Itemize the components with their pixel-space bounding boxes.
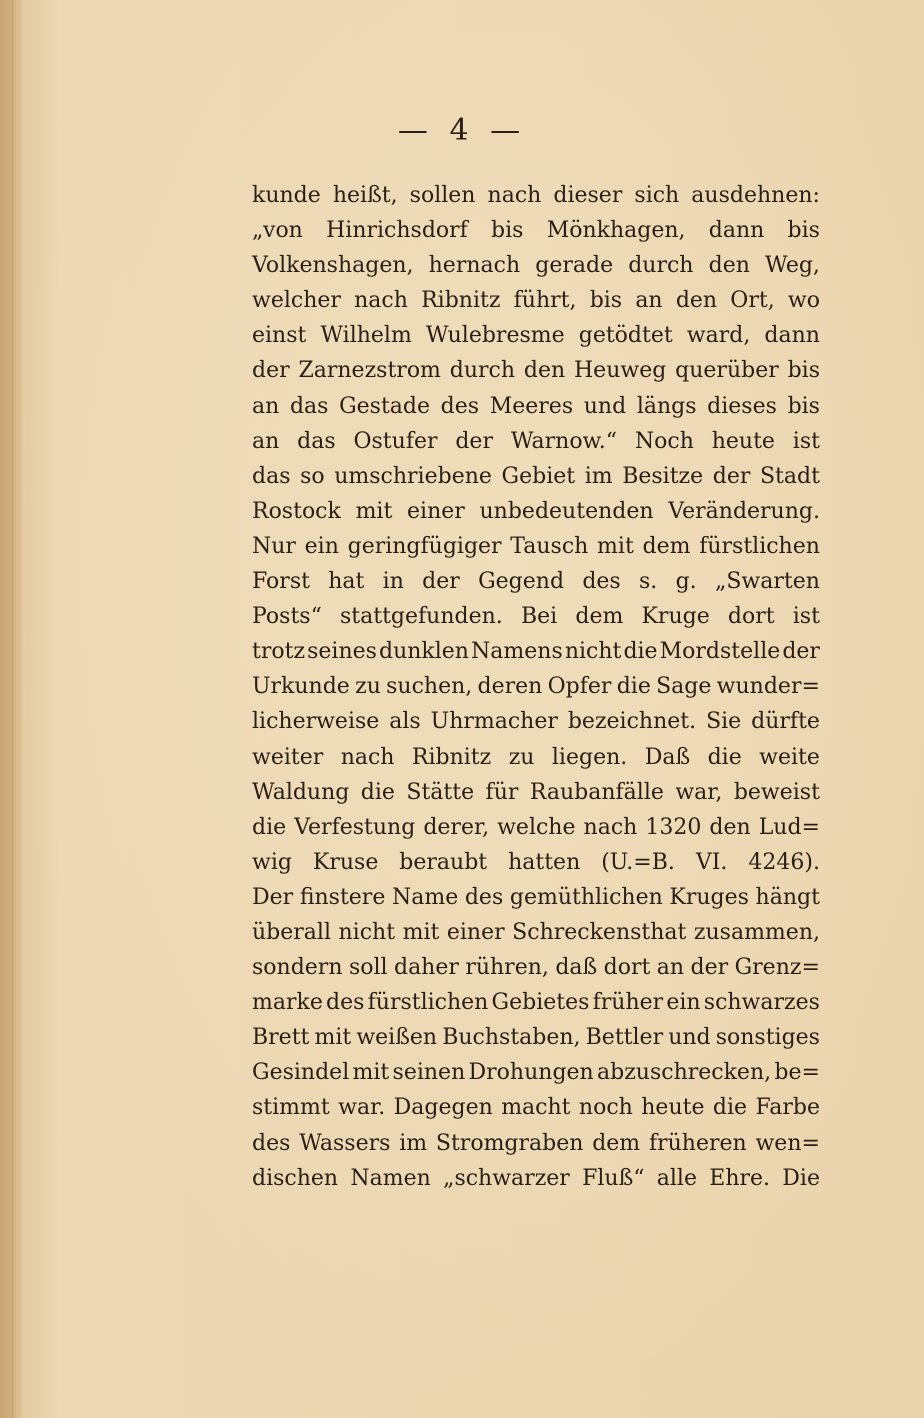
text-line bbox=[252, 669, 820, 704]
word: „schwarzer bbox=[443, 1165, 570, 1191]
word: abzuschrecken, bbox=[597, 1060, 772, 1086]
word: VI. bbox=[695, 849, 728, 875]
word: welcher bbox=[252, 288, 341, 314]
word: des bbox=[326, 990, 365, 1016]
word: wunder= bbox=[716, 674, 820, 700]
word: beraubt bbox=[399, 849, 488, 875]
word: ein bbox=[304, 533, 339, 559]
word: überall bbox=[252, 919, 331, 945]
word: Farbe bbox=[755, 1095, 820, 1121]
word: Stätte bbox=[406, 779, 475, 805]
word: Veränderung. bbox=[668, 498, 820, 524]
word: Hinrichsdorf bbox=[326, 218, 468, 244]
word: dürfte bbox=[751, 709, 820, 735]
word: des bbox=[582, 569, 621, 595]
word: dieses bbox=[707, 393, 777, 419]
word: nach bbox=[340, 744, 395, 770]
word: kunde bbox=[252, 183, 321, 208]
word: Volkenshagen, bbox=[252, 253, 414, 279]
word: Stromgraben bbox=[435, 1130, 584, 1156]
word: beweist bbox=[733, 779, 820, 805]
word: weite bbox=[759, 744, 820, 770]
text-line bbox=[252, 845, 820, 880]
word: früheren bbox=[648, 1130, 747, 1156]
word: das bbox=[289, 393, 329, 419]
word: Namens bbox=[471, 639, 563, 665]
word: der bbox=[422, 569, 460, 595]
word: der bbox=[252, 358, 290, 384]
word: schwarzes bbox=[703, 990, 820, 1016]
word: Posts“ bbox=[252, 604, 322, 630]
word: Gesindel bbox=[252, 1060, 350, 1086]
word: einer bbox=[446, 919, 505, 945]
word: gerade bbox=[535, 253, 614, 279]
word: Stadt bbox=[759, 463, 820, 489]
text-line bbox=[252, 248, 820, 283]
text-line bbox=[252, 564, 820, 599]
word: ausdehnen: bbox=[691, 183, 820, 208]
word: daher bbox=[393, 955, 459, 981]
word: an bbox=[635, 288, 663, 314]
text-line bbox=[252, 494, 820, 529]
word: Ehre. bbox=[709, 1165, 771, 1191]
word: Wassers bbox=[299, 1130, 391, 1156]
word: an bbox=[656, 955, 685, 981]
word: den bbox=[708, 253, 750, 279]
word: seines bbox=[307, 639, 377, 665]
word: Name bbox=[391, 884, 459, 910]
word: Gegend bbox=[478, 569, 565, 595]
word: die bbox=[712, 1095, 748, 1121]
word: Raubanfälle bbox=[529, 779, 664, 805]
word: dischen bbox=[252, 1165, 339, 1191]
word: für bbox=[485, 779, 519, 805]
text-line bbox=[252, 389, 820, 424]
word: Grenz= bbox=[734, 955, 820, 981]
word: einst bbox=[252, 323, 307, 349]
word: Ribnitz bbox=[421, 288, 501, 314]
word: dem bbox=[642, 533, 691, 559]
word: und bbox=[668, 1025, 711, 1051]
word: mit bbox=[314, 1025, 352, 1051]
word: licherweise bbox=[252, 709, 380, 735]
word: Mönkhagen, bbox=[546, 218, 686, 244]
word: dem bbox=[592, 1130, 641, 1156]
word: an bbox=[252, 393, 280, 419]
word: Kruse bbox=[312, 849, 379, 875]
word: sollen bbox=[409, 183, 476, 208]
word: heute bbox=[711, 428, 775, 454]
word: finstere bbox=[299, 884, 386, 910]
word: wen= bbox=[755, 1130, 820, 1156]
word: hernach bbox=[428, 253, 521, 279]
word: der bbox=[455, 428, 493, 454]
text-line bbox=[252, 915, 820, 950]
word: führt, bbox=[513, 288, 577, 314]
word: fürstlichen bbox=[367, 990, 489, 1016]
text-line bbox=[252, 529, 820, 564]
word: nicht bbox=[338, 919, 396, 945]
word: unbedeutenden bbox=[479, 498, 654, 524]
word: mit bbox=[355, 498, 393, 524]
word: zu bbox=[355, 674, 381, 700]
word: Sage bbox=[656, 674, 712, 700]
word: Noch bbox=[634, 428, 694, 454]
word: bis bbox=[787, 218, 820, 244]
word: durch bbox=[628, 253, 694, 279]
text-line bbox=[252, 424, 820, 459]
word: dort bbox=[727, 604, 775, 630]
word: dem bbox=[575, 604, 624, 630]
word: Warnow.“ bbox=[510, 428, 618, 454]
word: in bbox=[382, 569, 404, 595]
page-number: — 4 — bbox=[397, 113, 527, 148]
page-binding-edge bbox=[0, 0, 22, 1418]
text-line bbox=[252, 1020, 820, 1055]
word: Fluß“ bbox=[582, 1165, 645, 1191]
text-line bbox=[252, 985, 820, 1020]
word: getödtet bbox=[578, 323, 673, 349]
word: die bbox=[623, 639, 658, 665]
text-line bbox=[252, 740, 820, 775]
text-line bbox=[252, 599, 820, 634]
word: die bbox=[252, 814, 287, 840]
text-line bbox=[252, 459, 820, 494]
text-line bbox=[252, 283, 820, 318]
word: nach bbox=[487, 183, 542, 208]
word: heute bbox=[641, 1095, 705, 1121]
word: be= bbox=[774, 1060, 820, 1086]
word: g. bbox=[675, 569, 697, 595]
body-text bbox=[252, 178, 820, 1196]
word: nach bbox=[583, 814, 638, 840]
word: „Swarten bbox=[714, 569, 820, 595]
word: deren bbox=[477, 674, 543, 700]
word: Kruge bbox=[641, 604, 710, 630]
word: derer, bbox=[423, 814, 490, 840]
word: hatten bbox=[508, 849, 581, 875]
word: liegen. bbox=[551, 744, 628, 770]
word: des bbox=[252, 1130, 291, 1156]
word: Der bbox=[252, 884, 294, 910]
word: die bbox=[616, 674, 651, 700]
word: das bbox=[252, 463, 291, 489]
text-line bbox=[252, 318, 820, 353]
word: Zarnezstrom bbox=[298, 358, 441, 384]
word: Drohungen bbox=[468, 1060, 594, 1086]
word: seinen bbox=[392, 1060, 466, 1086]
word: Besitze bbox=[622, 463, 704, 489]
word: bis bbox=[589, 288, 623, 314]
text-line bbox=[252, 634, 820, 669]
word: als bbox=[389, 709, 421, 735]
word: Tausch bbox=[510, 533, 589, 559]
text-line bbox=[252, 950, 820, 985]
word: Opfer bbox=[547, 674, 612, 700]
word: sondern bbox=[252, 955, 343, 981]
word: querüber bbox=[675, 358, 779, 384]
word: rühren, bbox=[465, 955, 549, 981]
word: dort bbox=[603, 955, 651, 981]
word: Sie bbox=[706, 709, 742, 735]
word: des bbox=[440, 393, 480, 419]
word: soll bbox=[348, 955, 388, 981]
word: im bbox=[584, 463, 613, 489]
word: wo bbox=[787, 288, 820, 314]
word: Urkunde bbox=[252, 674, 350, 700]
word: an bbox=[252, 428, 280, 454]
word: bezeichnet. bbox=[567, 709, 697, 735]
word: suchen, bbox=[386, 674, 473, 700]
word: weißen bbox=[356, 1025, 438, 1051]
word: bis bbox=[787, 393, 820, 419]
word: der bbox=[782, 639, 820, 665]
word: Kruges bbox=[669, 884, 749, 910]
word: nicht bbox=[564, 639, 622, 665]
word: Lud= bbox=[758, 814, 820, 840]
word: Forst bbox=[252, 569, 310, 595]
word: zusammen, bbox=[693, 919, 820, 945]
word: so bbox=[300, 463, 325, 489]
word: Nur bbox=[252, 533, 296, 559]
word: Heuweg bbox=[574, 358, 667, 384]
word: welche bbox=[497, 814, 576, 840]
word: Waldung bbox=[252, 779, 350, 805]
word: stattgefunden. bbox=[340, 604, 503, 630]
text-line bbox=[252, 178, 820, 213]
word: Die bbox=[782, 1165, 820, 1191]
word: und bbox=[583, 393, 627, 419]
text-line bbox=[252, 810, 820, 845]
word: umschriebene bbox=[334, 463, 492, 489]
word: ward, bbox=[686, 323, 751, 349]
word: Wilhelm bbox=[320, 323, 412, 349]
word: fürstlichen bbox=[699, 533, 820, 559]
text-line bbox=[252, 775, 820, 810]
word: Meeres bbox=[489, 393, 574, 419]
word: die bbox=[707, 744, 742, 770]
word: den bbox=[675, 288, 718, 314]
word: war, bbox=[675, 779, 723, 805]
word: Weg, bbox=[765, 253, 820, 279]
word: heißt, bbox=[332, 183, 398, 208]
word: Uhrmacher bbox=[430, 709, 558, 735]
word: Gebietes bbox=[491, 990, 590, 1016]
word: marke bbox=[252, 990, 323, 1016]
word: ist bbox=[792, 428, 820, 454]
binding-fold-line bbox=[12, 0, 13, 1418]
word: früher bbox=[592, 990, 664, 1016]
word: dunklen bbox=[379, 639, 469, 665]
word: 1320 bbox=[645, 814, 702, 840]
word: mit bbox=[352, 1060, 390, 1086]
word: zu bbox=[508, 744, 535, 770]
word: Brett bbox=[252, 1025, 310, 1051]
word: dann bbox=[708, 218, 765, 244]
word: hat bbox=[328, 569, 365, 595]
text-line bbox=[252, 1055, 820, 1090]
word: weiter bbox=[252, 744, 324, 770]
word: Namen bbox=[350, 1165, 431, 1191]
word: Gestade bbox=[339, 393, 431, 419]
word: „von bbox=[252, 218, 303, 244]
word: alle bbox=[656, 1165, 697, 1191]
word: im bbox=[399, 1130, 428, 1156]
word: hängt bbox=[755, 884, 820, 910]
word: Daß bbox=[644, 744, 691, 770]
word: Buchstaben, bbox=[442, 1025, 581, 1051]
word: das bbox=[297, 428, 336, 454]
word: Rostock bbox=[252, 498, 341, 524]
text-line bbox=[252, 1161, 820, 1196]
word: bis bbox=[491, 218, 524, 244]
word: sich bbox=[634, 183, 680, 208]
word: dann bbox=[764, 323, 820, 349]
text-line bbox=[252, 353, 820, 388]
word: Bettler bbox=[585, 1025, 664, 1051]
word: der bbox=[690, 955, 729, 981]
word: (U.=B. bbox=[601, 849, 675, 875]
word: Wulebresme bbox=[425, 323, 565, 349]
word: ist bbox=[792, 604, 820, 630]
text-line bbox=[252, 1126, 820, 1161]
word: Mordstelle bbox=[659, 639, 781, 665]
text-line bbox=[252, 704, 820, 739]
word: daß bbox=[555, 955, 598, 981]
word: Gebiet bbox=[501, 463, 576, 489]
word: gemüthlichen bbox=[509, 884, 663, 910]
word: war. bbox=[338, 1095, 386, 1121]
word: 4246). bbox=[748, 849, 820, 875]
text-line bbox=[252, 213, 820, 248]
word: Bei bbox=[520, 604, 558, 630]
word: die bbox=[360, 779, 395, 805]
word: wig bbox=[252, 849, 292, 875]
word: den bbox=[523, 358, 566, 384]
word: einer bbox=[407, 498, 465, 524]
word: ein bbox=[666, 990, 701, 1016]
word: bis bbox=[787, 358, 820, 384]
word: Ribnitz bbox=[411, 744, 492, 770]
word: trotz bbox=[252, 639, 306, 665]
word: Ostufer bbox=[353, 428, 438, 454]
word: stimmt bbox=[252, 1095, 330, 1121]
word: macht bbox=[501, 1095, 571, 1121]
word: Verfestung bbox=[294, 814, 416, 840]
word: geringfügiger bbox=[347, 533, 502, 559]
word: Schreckensthat bbox=[512, 919, 687, 945]
word: sonstiges bbox=[715, 1025, 820, 1051]
word: durch bbox=[449, 358, 516, 384]
word: Ort, bbox=[730, 288, 775, 314]
word: mit bbox=[402, 919, 440, 945]
word: längs bbox=[636, 393, 697, 419]
word: dieser bbox=[553, 183, 623, 208]
word: nach bbox=[354, 288, 408, 314]
word: der bbox=[712, 463, 751, 489]
word: s. bbox=[639, 569, 658, 595]
text-line bbox=[252, 1090, 820, 1125]
word: den bbox=[709, 814, 751, 840]
word: Dagegen bbox=[393, 1095, 493, 1121]
word: noch bbox=[578, 1095, 633, 1121]
word: des bbox=[464, 884, 504, 910]
text-line bbox=[252, 880, 820, 915]
word: mit bbox=[597, 533, 634, 559]
